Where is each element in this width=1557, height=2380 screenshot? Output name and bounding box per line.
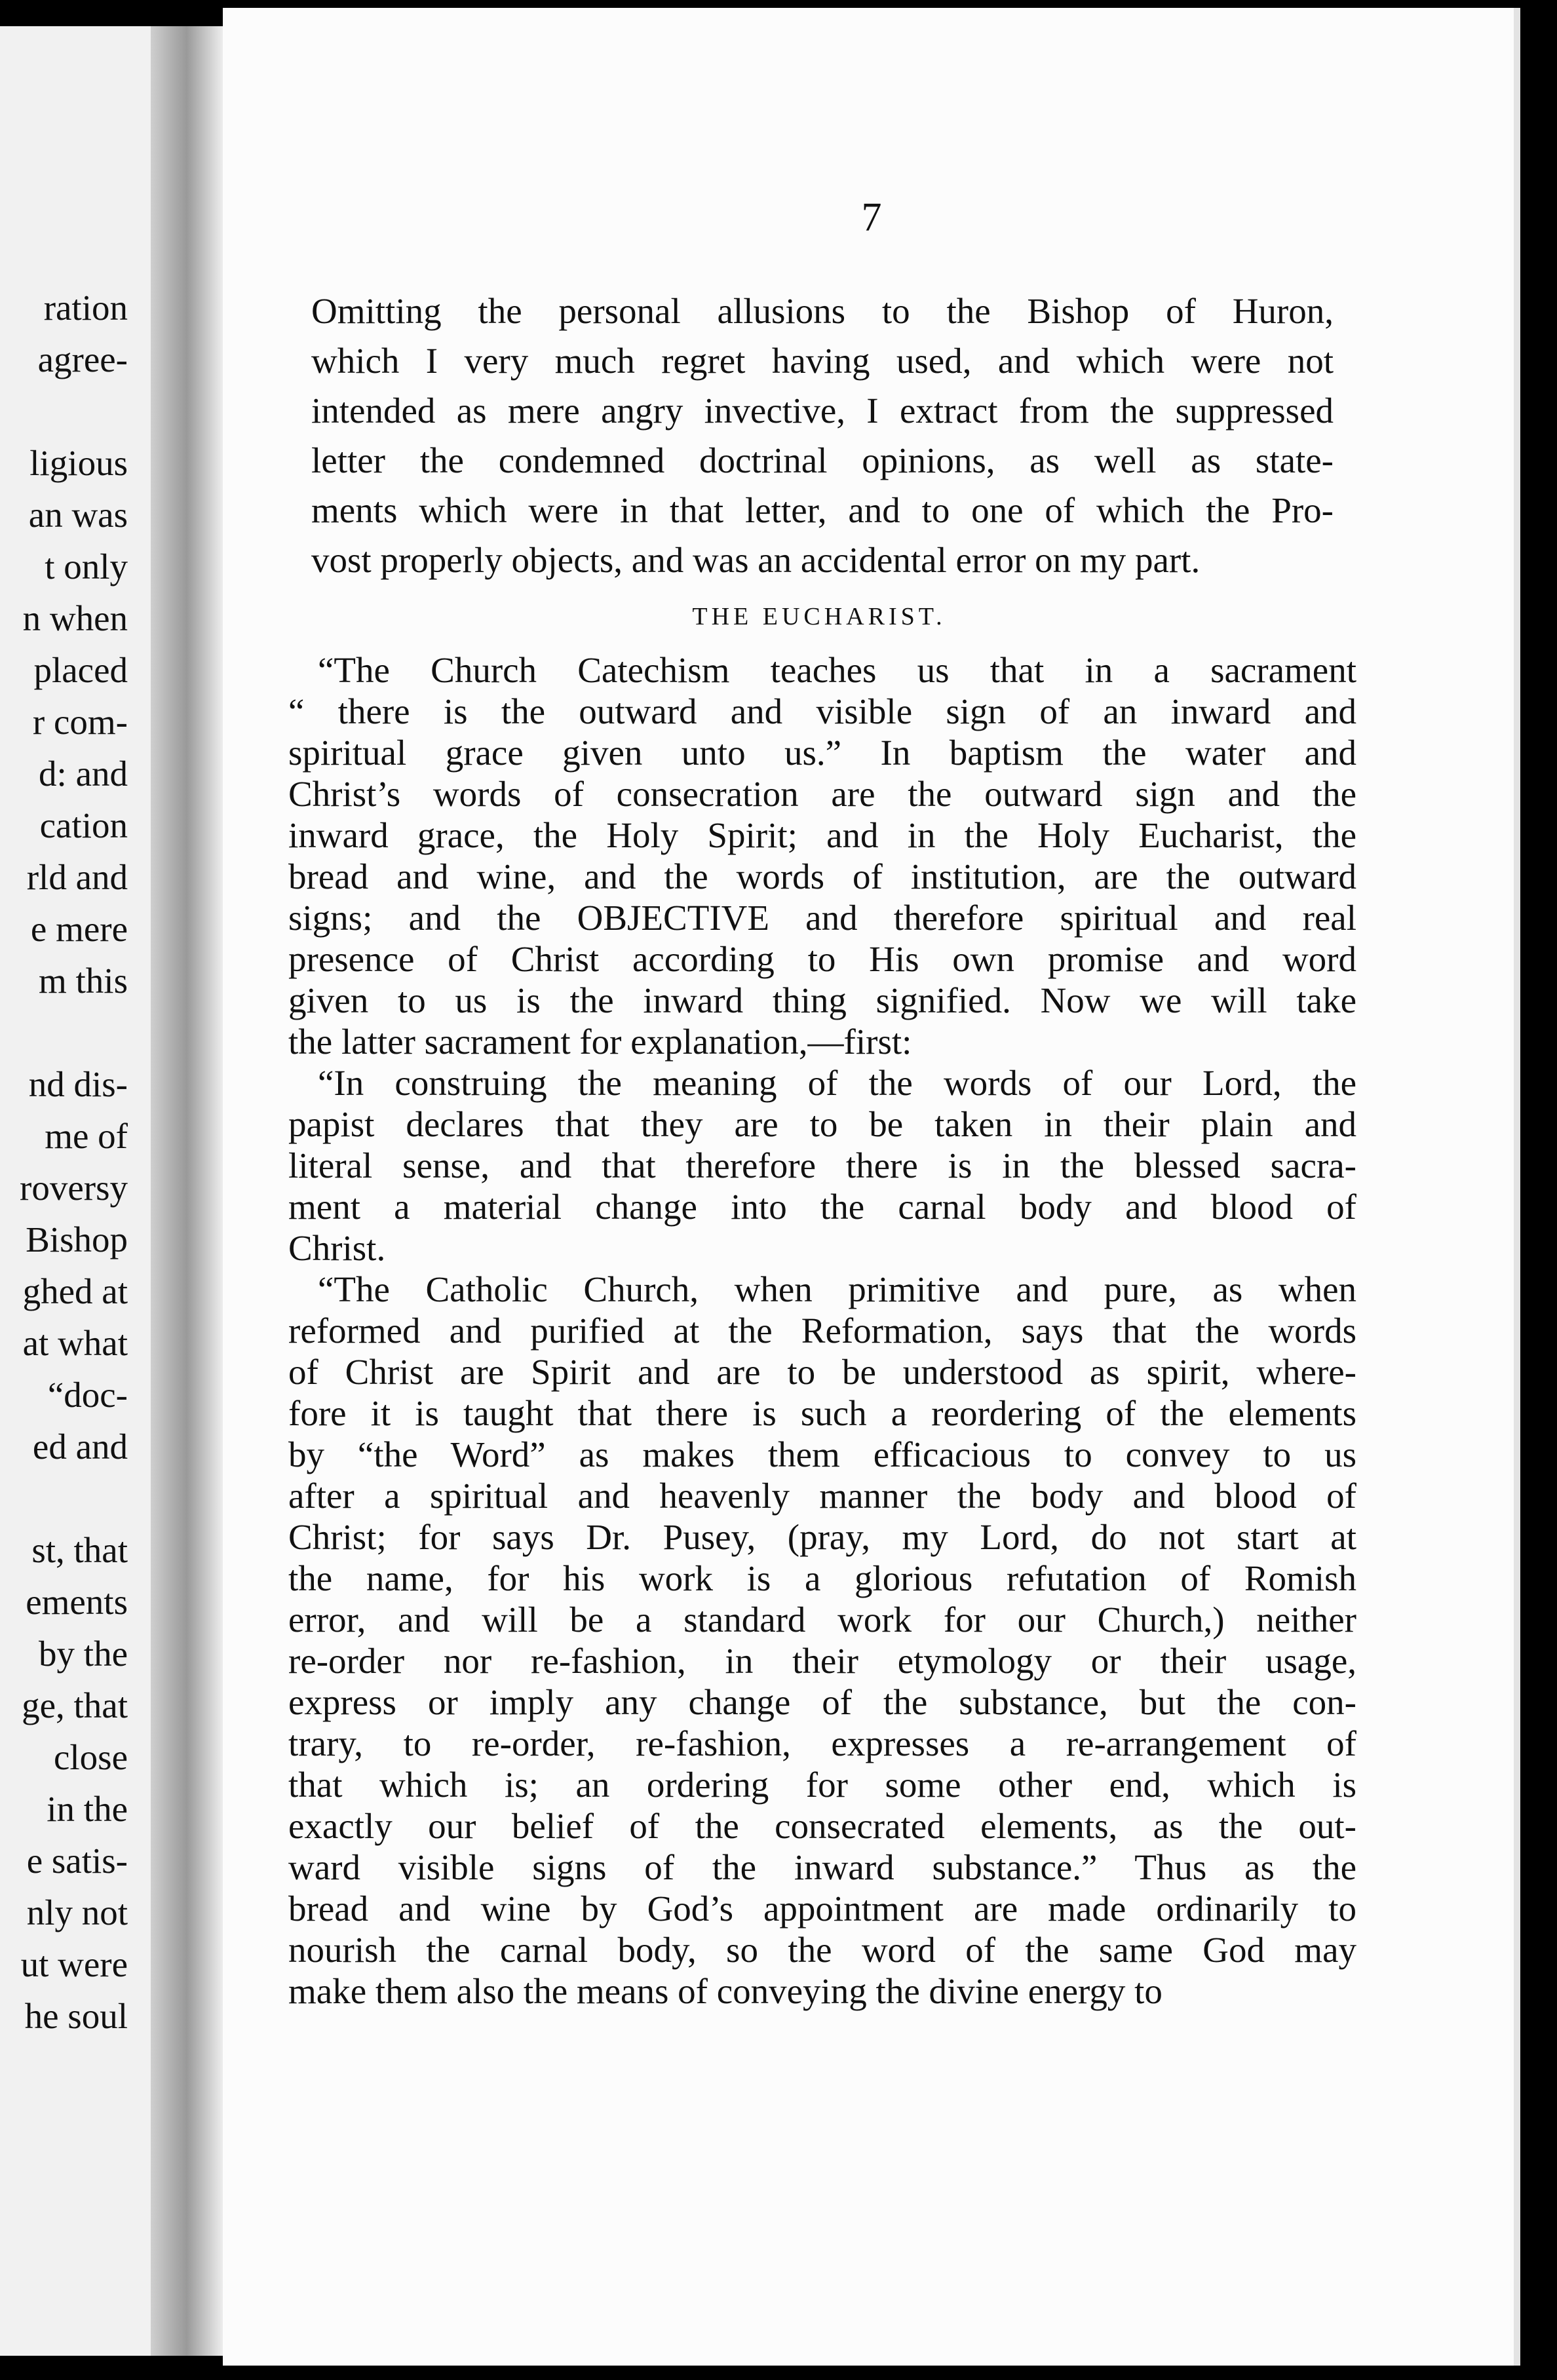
text-line: “The Catholic Church, when primitive and pure, as when	[318, 1269, 1356, 1309]
text-line: literal sense, and that therefore there is in the blessed sacra-	[288, 1145, 1356, 1185]
facing-page-line: he soul	[24, 1996, 128, 2036]
text-line: re-order nor re-fashion, in their etymology or their usage,	[288, 1641, 1356, 1681]
facing-page-line: by the	[39, 1634, 128, 1674]
text-line: after a spiritual and heavenly manner the body and blood of	[288, 1476, 1356, 1516]
facing-page-line: ements	[26, 1582, 128, 1622]
facing-page-line: ge, that	[22, 1685, 128, 1725]
facing-page-line: e satis-	[26, 1841, 128, 1881]
page-body	[262, 286, 1553, 2012]
facing-page-line	[0, 385, 128, 437]
text-line: that which is; an ordering for some other end, which is	[288, 1765, 1356, 1805]
facing-page-line: close	[53, 1737, 128, 1777]
facing-page-line: d: and	[39, 754, 128, 794]
facing-page-line: in the	[47, 1789, 128, 1829]
text-line: presence of Christ according to His own promise and word	[288, 939, 1356, 979]
facing-page-line: ghed at	[22, 1271, 128, 1311]
text-line: express or imply any change of the substance, but the con-	[288, 1682, 1356, 1722]
section-heading: THE EUCHARIST.	[692, 603, 946, 630]
facing-page	[0, 26, 167, 2356]
facing-page-line: st, that	[31, 1530, 128, 1570]
text-line: bread and wine, and the words of institution, are the outward	[288, 856, 1356, 896]
facing-page-line: rld and	[26, 857, 128, 897]
quote-paragraph-catholic	[262, 1269, 1356, 2012]
text-line: spiritual grace given unto us.” In baptism the water and	[288, 733, 1356, 773]
text-line: Christ.	[288, 1228, 386, 1268]
text-line: ward visible signs of the inward substance.” Thus as the	[288, 1847, 1356, 1887]
facing-page-line: nd dis-	[28, 1064, 128, 1104]
text-line: given to us is the inward thing signified. Now we will take	[288, 980, 1356, 1020]
facing-page-line: r com-	[32, 702, 128, 742]
facing-page-line: roversy	[20, 1168, 128, 1208]
facing-page-line: me of	[45, 1116, 128, 1156]
facing-page-line: nly not	[26, 1892, 128, 1932]
text-line: Christ’s words of consecration are the outward sign and the	[288, 774, 1356, 814]
facing-page-line: e mere	[30, 909, 128, 949]
facing-page-line: placed	[33, 650, 128, 690]
text-line: of Christ are Spirit and are to be understood as spirit, where-	[288, 1352, 1356, 1392]
facing-page-line: ut were	[20, 1944, 128, 1984]
facing-page-line: cation	[39, 805, 128, 845]
facing-page-line	[0, 1007, 128, 1058]
text-line: trary, to re-order, re-fashion, expresses a re-arrangement of	[288, 1723, 1356, 1763]
facing-page-line: agree-	[37, 339, 128, 379]
facing-page-line: an was	[28, 495, 128, 535]
book-gutter	[151, 26, 223, 2356]
text-line: bread and wine by God’s appointment are made ordinarily to	[288, 1889, 1356, 1929]
text-line: ments which were in that letter, and to one of which the Pro-	[311, 490, 1334, 530]
facing-page-line: at what	[22, 1323, 128, 1363]
facing-page-line: Bishop	[26, 1219, 128, 1259]
text-line: “In construing the meaning of the words of our Lord, the	[318, 1063, 1356, 1103]
facing-page-line: ration	[43, 288, 128, 328]
facing-page-text	[0, 282, 128, 2042]
text-line: papist declares that they are to be taken in their plain and	[288, 1104, 1356, 1144]
facing-page-line: n when	[22, 598, 128, 638]
page-number: 7	[861, 195, 882, 240]
text-line: “ there is the outward and visible sign of an inward and	[288, 691, 1356, 731]
text-line: Omitting the personal allusions to the Bishop of Huron,	[311, 291, 1334, 331]
text-line: error, and will be a standard work for our Church,) neither	[288, 1600, 1356, 1640]
text-line: letter the condemned doctrinal opinions, as well as state-	[311, 440, 1334, 480]
text-line: ment a material change into the carnal body and blood of	[288, 1187, 1356, 1227]
text-line: reformed and purified at the Reformation, says that the words	[288, 1311, 1356, 1351]
facing-page-line: t only	[45, 547, 128, 586]
quote-paragraph-papist	[262, 1062, 1356, 1269]
facing-page-line: m this	[39, 961, 128, 1001]
text-line: vost properly objects, and was an accidental error on my part.	[311, 540, 1201, 580]
text-line: intended as mere angry invective, I extract from the suppressed	[311, 391, 1334, 431]
facing-page-line: “doc-	[47, 1375, 128, 1415]
text-line: make them also the means of conveying the divine energy to	[288, 1971, 1163, 2011]
text-line: fore it is taught that there is such a reordering of the elements	[288, 1393, 1356, 1433]
text-line: signs; and the OBJECTIVE and therefore spiritual and real	[288, 898, 1356, 938]
facing-page-line: ligious	[29, 443, 128, 483]
text-line: nourish the carnal body, so the word of the same God may	[288, 1930, 1356, 1970]
text-line: exactly our belief of the consecrated elements, as the out-	[288, 1806, 1356, 1846]
text-line: “The Church Catechism teaches us that in a sacrament	[318, 650, 1356, 690]
text-line: the latter sacrament for explanation,—first:	[288, 1022, 912, 1062]
text-line: inward grace, the Holy Spirit; and in the Holy Eucharist, the	[288, 815, 1356, 855]
book-page	[223, 8, 1520, 2366]
text-line: which I very much regret having used, and which were not	[311, 341, 1334, 381]
facing-page-line: ed and	[32, 1427, 128, 1467]
text-line: the name, for his work is a glorious refutation of Romish	[288, 1558, 1356, 1598]
intro-paragraph	[262, 286, 1334, 585]
facing-page-line	[0, 1472, 128, 1524]
quote-paragraph-catechism	[262, 649, 1356, 1062]
text-line: by “the Word” as makes them efficacious to convey to us	[288, 1434, 1356, 1474]
text-line: Christ; for says Dr. Pusey, (pray, my Lord, do not start at	[288, 1517, 1356, 1557]
